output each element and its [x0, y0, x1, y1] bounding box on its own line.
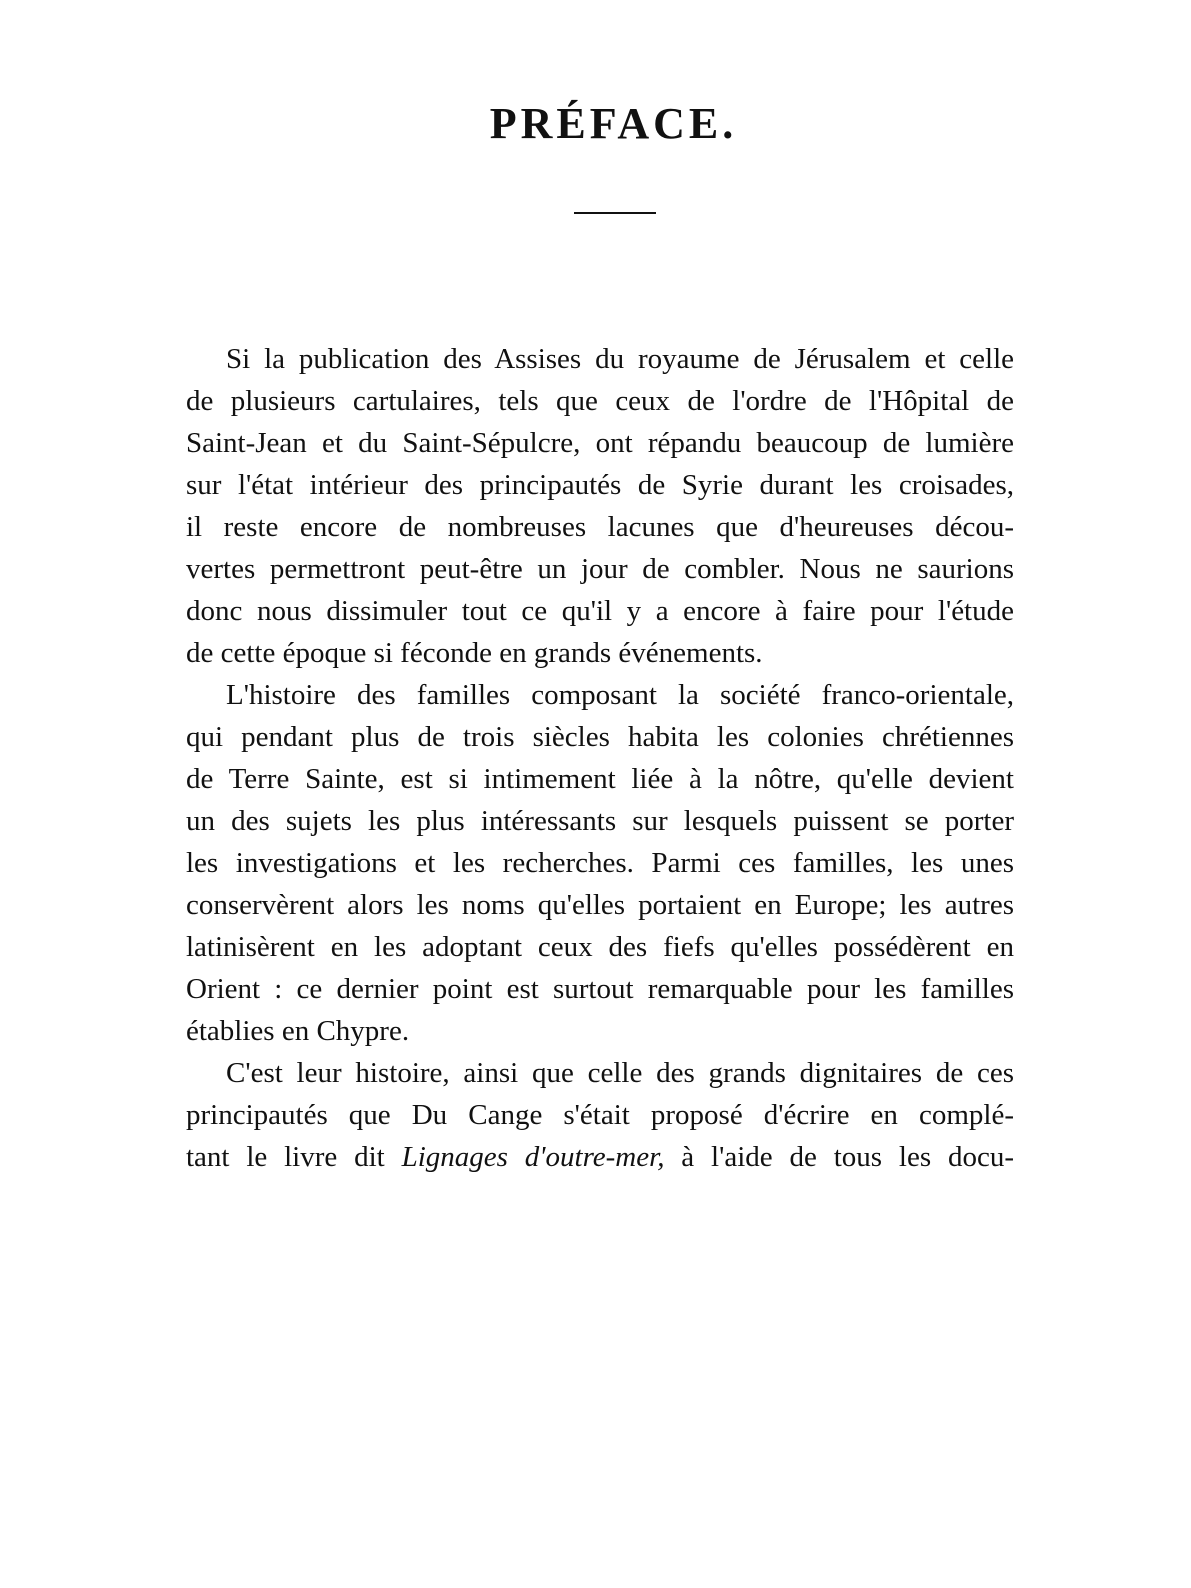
text-line: vertes permettront peut-être un jour de combler. Nous ne saurions [186, 553, 1014, 585]
text-line: de Terre Sainte, est si intimement liée à la nôtre, qu'elle devient [186, 763, 1014, 795]
text-line: C'est leur histoire, ainsi que celle des grands dignitaires de ces [226, 1057, 1014, 1089]
text-line: qui pendant plus de trois siècles habita les colonies chrétiennes [186, 721, 1014, 753]
text-line: de plusieurs cartulaires, tels que ceux de l'ordre de l'Hôpital de [186, 385, 1014, 417]
text-line [186, 1136, 1014, 1178]
text-line: de cette époque si féconde en grands événements. [186, 637, 763, 669]
page-title: PRÉFACE. [489, 99, 738, 148]
text-line: un des sujets les plus intéressants sur lesquels puissent se porter [186, 805, 1014, 837]
text-line: Saint-Jean et du Saint-Sépulcre, ont répandu beaucoup de lumière [186, 427, 1014, 459]
text-line: principautés que Du Cange s'était proposé d'écrire en complé- [186, 1099, 1014, 1131]
text-line: donc nous dissimuler tout ce qu'il y a encore à faire pour l'étude [186, 595, 1014, 627]
text-line: Orient : ce dernier point est surtout remarquable pour les familles [186, 973, 1014, 1005]
text-line: Si la publication des Assises du royaume de Jérusalem et celle [226, 343, 1014, 375]
text-line: les investigations et les recherches. Parmi ces familles, les unes [186, 847, 1014, 879]
text-segment: tant le livre dit [186, 1141, 402, 1173]
text-line: il reste encore de nombreuses lacunes que d'heureuses décou- [186, 511, 1014, 543]
text-line: sur l'état intérieur des principautés de Syrie durant les croisades, [186, 469, 1014, 501]
text-line: latinisèrent en les adoptant ceux des fiefs qu'elles possédèrent en [186, 931, 1014, 963]
italic-title: Lignages d'outre-mer, [401, 1141, 665, 1173]
text-line: conservèrent alors les noms qu'elles portaient en Europe; les autres [186, 889, 1014, 921]
title-rule [574, 212, 656, 214]
text-segment: à l'aide de tous les docu- [664, 1141, 1015, 1173]
text-line: L'histoire des familles composant la société franco-orientale, [226, 679, 1014, 711]
text-line: établies en Chypre. [186, 1015, 410, 1047]
preface-text [186, 338, 1014, 1178]
